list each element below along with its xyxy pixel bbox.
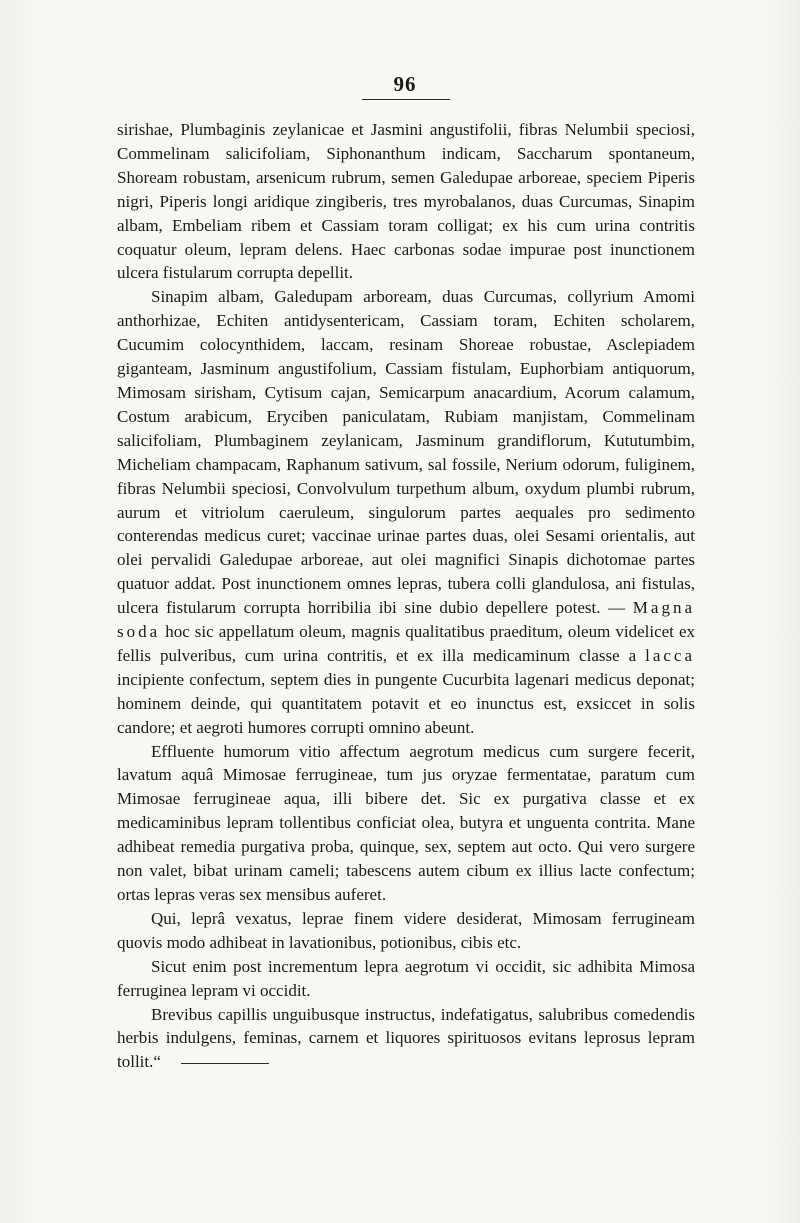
paragraph-6 — [117, 1003, 695, 1075]
paragraph-2-part-3: incipiente confectum, septem dies in pungente Cucurbita lagenari medicus deponat; hominem deinde, qui quantitatem potavit et eo inunctus est, exsiccet in solis candore; et aegroti humores corrupti omnino abeunt. — [117, 669, 695, 737]
paragraph-1: sirishae, Plumbaginis zeylanicae et Jasmini angustifolii, fibras Nelumbii speciosi, Commelinam salicifoliam, Siphonanthum indicam, Saccharum spontaneum, Shoream robustam, arsenicum rubrum, semen Galedupae arboreae, speciem Piperis nigri, Piperis longi aridique zingiberis, tres myrobalanos, duas Curcumas, Sinapim albam, Embeliam ribem et Cassiam toram colligat; ex his cum urina contritis coquatur oleum, lepram delens. Haec carbonas sodae impurae post inunctionem ulcera fistularum corrupta depellit. — [117, 120, 695, 283]
page-number: 96 — [393, 72, 417, 96]
paragraph-2 — [117, 285, 695, 739]
end-rule — [181, 1063, 269, 1064]
body-text — [117, 118, 695, 1074]
spaced-term-magna-soda: Magna soda — [117, 598, 695, 642]
page-number-rule — [362, 99, 450, 100]
paragraph-2-part-2: hoc sic appellatum oleum, magnis qualitatibus praeditum, oleum videlicet ex fellis pulveribus, cum urina contritis, et ex illa medicaminum classe a — [117, 622, 695, 665]
paragraph-2-part-1: Sinapim albam, Galedupam arboream, duas Curcumas, collyrium Amomi anthorhizae, Echiten antidysentericam, Cassiam toram, Echiten scholarem, Cucumim colocynthidem, laccam, resinam Shoreae robustae, Asclepiadem giganteam, Jasminum angustifolium, Cassiam fistulam, Euphorbiam antiquorum, Mimosam sirisham, Cytisum cajan, Semicarpum anacardium, Acorum calamum, Costum arabicum, Eryciben paniculatam, Rubiam manjistam, Commelinam salicifoliam, Plumbaginem zeylanicam, Jasminum grandiflorum, Kututumbim, Micheliam champacam, Raphanum sativum, sal fossile, Nerium odorum, fuliginem, fibras Nelumbii speciosi, Convolvulum turpethum album, oxydum plumbi rubrum, aurum et vitriolum caeruleum, singulorum partes aequales pro sedimento conterendas medicus curet; vaccinae urinae partes duas, olei Sesami orientalis, aut olei pervalidi Galedupae arboreae, aut olei magnifici Sinapis dichotomae partes quatuor addat. Post inunctionem omnes lepras, tubera colli glandulosa, ani fistulas, ulcera fistularum corrupta horribilia ibi sine dubio depellere potest. — — [117, 287, 695, 618]
paragraph-6-text: Brevibus capillis unguibusque instructus, indefatigatus, salubribus comedendis herbis indulgens, feminas, carnem et liquores spirituosos evitans leprosus lepram tollit.“ — [117, 1004, 695, 1072]
paragraph-5: Sicut enim post incrementum lepra aegrotum vi occidit, sic adhibita Mimosa ferruginea lepram vi occidit. — [117, 956, 695, 1000]
paragraph-4: Qui, leprâ vexatus, leprae finem videre desiderat, Mimosam ferrugineam quovis modo adhibeat in lavationibus, potionibus, cibis etc. — [117, 908, 695, 952]
paragraph-3: Effluente humorum vitio affectum aegrotum medicus cum surgere fecerit, lavatum aquâ Mimosae ferrugineae, tum jus oryzae fermentatae, paratum cum Mimosae ferrugineae aqua, illi bibere det. Sic ex purgativa classe et ex medicaminibus lepram tollentibus conficiat olea, butyra et unguenta contrita. Mane adhibeat remedia purgativa proba, quinque, sex, septem aut octo. Qui vero surgere non valet, bibat urinam cameli; tabescens autem cibum ex illius lacte confectum; ortas lepras veras sex mensibus auferet. — [117, 741, 695, 904]
spaced-term-lacca: lacca — [645, 645, 695, 665]
